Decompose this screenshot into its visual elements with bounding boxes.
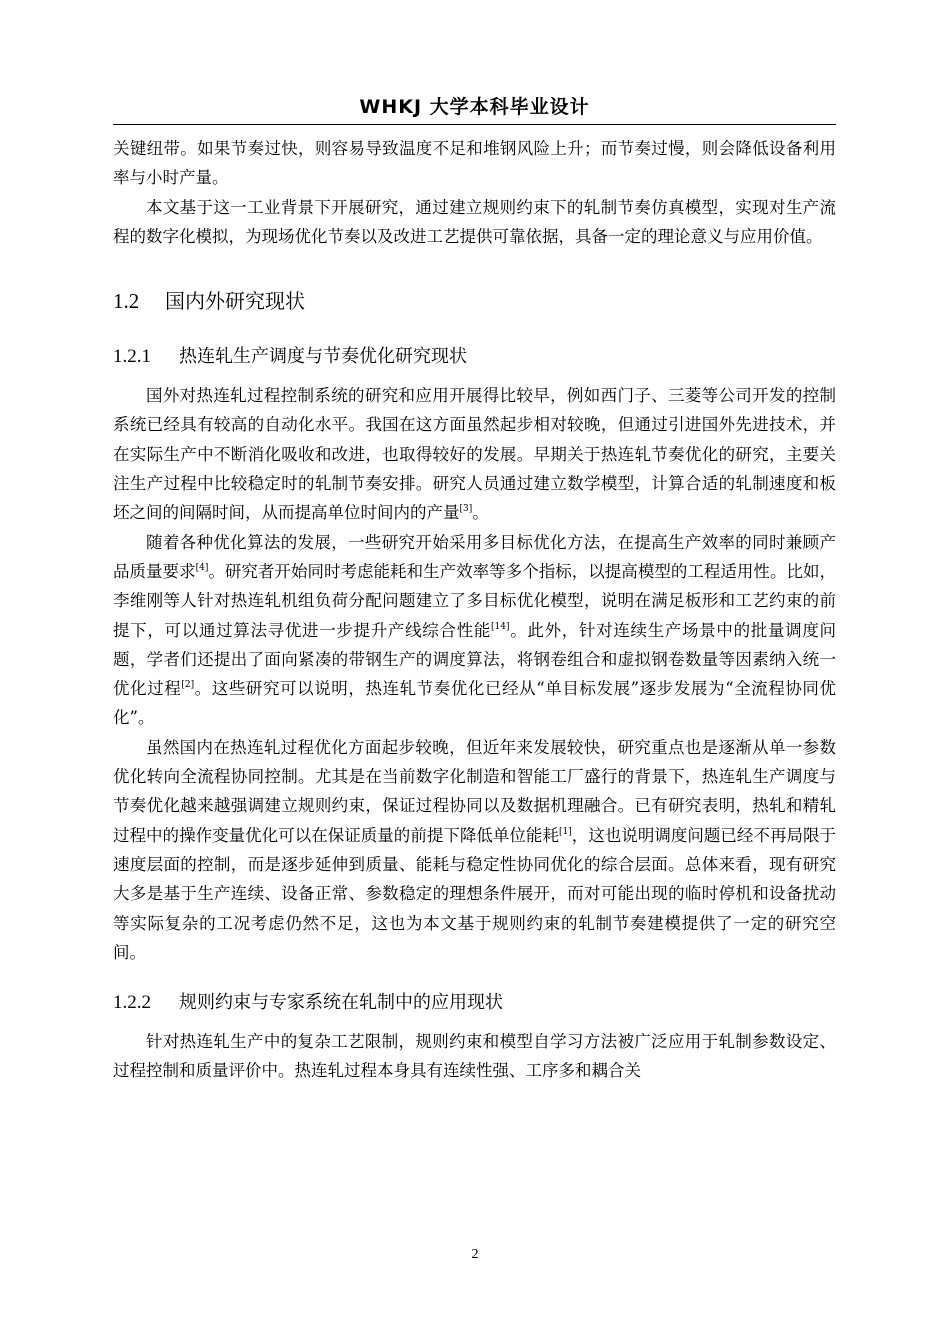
section-number: 1.2 bbox=[113, 289, 140, 314]
section-number: 1.2.1 bbox=[113, 346, 151, 368]
section-number: 1.2.2 bbox=[113, 992, 151, 1014]
paragraph: 针对热连轧生产中的复杂工艺限制，规则约束和模型自学习方法被广泛应用于轧制参数设定、过程控制和质量评价中。热连轧过程本身具有连续性强、工序多和耦合关 bbox=[113, 1032, 836, 1081]
paragraph: 关键纽带。如果节奏过快，则容易导致温度不足和堆钢风险上升；而节奏过慢，则会降低设备利用率与小时产量。 bbox=[113, 139, 836, 188]
paragraph-text: 。 bbox=[472, 503, 489, 523]
document-body bbox=[113, 134, 836, 1086]
header-rule bbox=[113, 124, 836, 125]
paragraph-text: 虽然国内在热连轧过程优化方面起步较晚，但近年来发展较快，研究重点也是逐渐从单一参数优化转向全流程协同控制。尤其是在当前数字化制造和智能工厂盛行的背景下，热连轧生产调度与节奏优化越来越强调建立规则约束，保证过程协同以及数据机理融合。已有研究表明，热轧和精轧过程中的操作变量优化可以在保证质量的前提下降低单位能耗 bbox=[113, 737, 836, 845]
citation: [2] bbox=[181, 680, 195, 691]
section-heading-1-2 bbox=[113, 281, 836, 321]
paragraph bbox=[113, 733, 836, 967]
citation: [4] bbox=[195, 562, 209, 573]
paragraph-text: 国外对热连轧过程控制系统的研究和应用开展得比较早，例如西门子、三菱等公司开发的控制系统已经具有较高的自动化水平。我国在这方面虽然起步相对较晚，但通过引进国外先进技术，并在实际生产中不断消化吸收和改进，也取得较好的发展。早期关于热连轧节奏优化的研究，主要关注生产过程中比较稳定时的轧制节奏安排。研究人员通过建立数学模型，计算合适的轧制速度和板坯之间的间隔时间，从而提高单位时间内的产量 bbox=[113, 386, 836, 523]
paragraph-text: ，这也说明调度问题已经不再局限于速度层面的控制，而是逐步延伸到质量、能耗与稳定性协同优化的综合层面。总体来看，现有研究大多是基于生产连续、设备正常、参数稳定的理想条件展开，而对可能出现的临时停机和设备扰动等实际复杂的工况考虑仍然不足，这也为本文基于规则约束的轧制节奏建模提供了一定的研究空间。 bbox=[113, 825, 837, 962]
section-title: 热连轧生产调度与节奏优化研究现状 bbox=[179, 346, 467, 368]
citation: [14] bbox=[491, 621, 510, 632]
paragraph-text: 。此外，针对连续生产场景中的批量调度问题，学者们还提出了面向紧凑的带钢生产的调度算法，将钢卷组合和虚拟钢卷数量等因素纳入统一优化过程 bbox=[113, 620, 837, 699]
section-heading-1-2-1 bbox=[113, 341, 836, 373]
citation: [1] bbox=[558, 826, 572, 837]
paragraph-text: 。研究者开始同时考虑能耗和生产效率等多个指标，以提高模型的工程适用性。比如，李维刚等人针对热连轧机组负荷分配问题建立了多目标优化模型，说明在满足板形和工艺约束的前提下，可以通过算法寻优进一步提升产线综合性能 bbox=[113, 561, 837, 640]
paragraph bbox=[113, 381, 836, 527]
section-heading-1-2-2 bbox=[113, 987, 836, 1019]
citation: [3] bbox=[459, 504, 473, 515]
paragraph-text: 随着各种优化算法的发展，一些研究开始采用多目标优化方法，在提高生产效率的同时兼顾产品质量要求 bbox=[113, 532, 836, 581]
page-number: 2 bbox=[471, 1247, 479, 1262]
section-title: 规则约束与专家系统在轧制中的应用现状 bbox=[179, 992, 503, 1014]
paragraph bbox=[113, 528, 836, 733]
running-header: WHKJ 大学本科毕业设计 bbox=[359, 96, 590, 118]
paragraph-text: 。这些研究可以说明，热连轧节奏优化已经从“单目标发展”逐步发展为“全流程协同优化”。 bbox=[113, 679, 837, 728]
section-title: 国内外研究现状 bbox=[165, 289, 305, 314]
paragraph: 本文基于这一工业背景下开展研究，通过建立规则约束下的轧制节奏仿真模型，实现对生产流程的数字化模拟，为现场优化节奏以及改进工艺提供可靠依据，具备一定的理论意义与应用价值。 bbox=[113, 197, 836, 246]
